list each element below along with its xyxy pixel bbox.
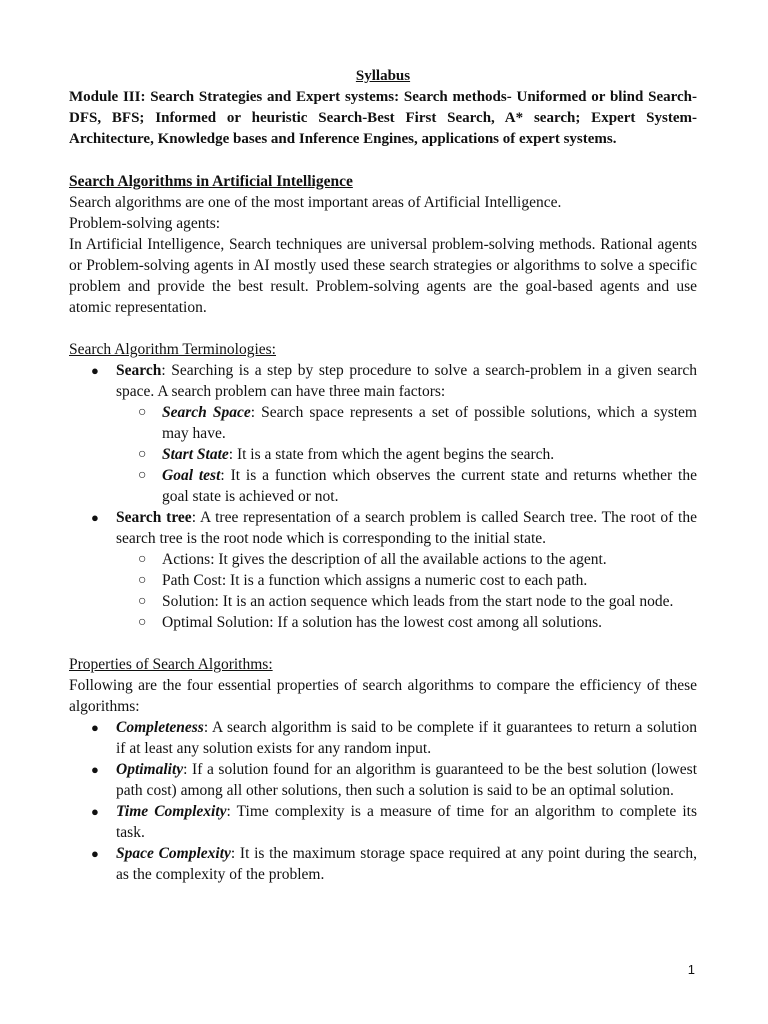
list-item	[69, 612, 697, 633]
list-item	[69, 759, 697, 801]
bullet-icon: ●	[91, 363, 99, 378]
bullet-icon: ●	[91, 846, 99, 861]
module-description: Module III: Search Strategies and Expert systems: Search methods- Uniformed or blind Search-DFS, BFS; Informed or heuristic Search-Best First Search, A* search; Expert System- Architecture, Knowledge bases and Inference Engines, applications of expert systems.	[69, 89, 697, 147]
term-definition: : If a solution found for an algorithm is guaranteed to be the best solution (lowest path cost) among all other solutions, then such a solution is said to be an optimal solution.	[116, 761, 697, 799]
bullet-icon: ●	[91, 720, 99, 735]
list-item	[69, 843, 697, 885]
term-label: Goal test	[162, 467, 221, 484]
term-label: Space Complexity	[116, 845, 231, 862]
bullet-circle-icon: ○	[138, 594, 147, 609]
terminology-list	[69, 360, 697, 633]
list-item	[69, 465, 697, 507]
term-definition: : It is the maximum storage space required at any point during the search, as the complexity of the problem.	[116, 845, 698, 883]
list-item	[69, 570, 697, 591]
term-label: Search	[116, 362, 162, 379]
page-number: 1	[687, 962, 695, 977]
section-heading-search-algorithms: Search Algorithms in Artificial Intelligence	[69, 173, 353, 190]
term-label: Start State	[162, 446, 229, 463]
list-item	[69, 801, 697, 843]
bullet-icon: ●	[91, 762, 99, 777]
spacer	[69, 633, 697, 654]
list-item	[69, 717, 697, 759]
bullet-icon: ●	[91, 510, 99, 525]
bullet-circle-icon: ○	[138, 405, 147, 420]
spacer	[69, 150, 697, 171]
properties-intro: Following are the four essential properties of search algorithms to compare the efficiency of these algorithms:	[69, 677, 697, 715]
term-label: Optimality	[116, 761, 184, 778]
spacer	[69, 318, 697, 339]
list-item	[69, 591, 697, 612]
term-definition: : A tree representation of a search problem is called Search tree. The root of the search tree is the root node which is corresponding to the initial state.	[116, 509, 697, 547]
list-item-text: Optimal Solution: If a solution has the lowest cost among all solutions.	[162, 614, 602, 631]
list-item-text: Actions: It gives the description of all the available actions to the agent.	[162, 551, 607, 568]
intro-paragraph: Search algorithms are one of the most important areas of Artificial Intelligence.	[69, 194, 562, 211]
list-item-text: Path Cost: It is a function which assigns a numeric cost to each path.	[162, 572, 588, 589]
term-label: Completeness	[116, 719, 204, 736]
term-definition: : Searching is a step by step procedure to solve a search-problem in a given search space. A search problem can have three main factors:	[116, 362, 697, 400]
term-definition: : Search space represents a set of possible solutions, which a system may have.	[162, 404, 697, 442]
list-item	[69, 549, 697, 570]
bullet-circle-icon: ○	[138, 468, 147, 483]
bullet-icon: ●	[91, 804, 99, 819]
list-item	[69, 507, 697, 549]
bullet-circle-icon: ○	[138, 615, 147, 630]
term-definition: : It is a state from which the agent begins the search.	[228, 446, 555, 463]
subheading-problem-solving-agents: Problem-solving agents:	[69, 215, 221, 232]
bullet-circle-icon: ○	[138, 552, 147, 567]
bullet-circle-icon: ○	[138, 573, 147, 588]
list-item	[69, 360, 697, 402]
list-item	[69, 444, 697, 465]
term-label: Search tree	[116, 509, 192, 526]
term-definition: : Time complexity is a measure of time for an algorithm to complete its task.	[116, 803, 697, 841]
term-label: Time Complexity	[116, 803, 227, 820]
list-item	[69, 402, 697, 444]
list-item-text: Solution: It is an action sequence which leads from the start node to the goal node.	[162, 593, 674, 610]
page-title: Syllabus	[355, 68, 411, 84]
term-definition: : It is a function which observes the current state and returns whether the goal state is achieved or not.	[162, 467, 697, 505]
properties-list	[69, 717, 697, 885]
term-label: Search Space	[162, 404, 251, 421]
term-definition: : A search algorithm is said to be complete if it guarantees to return a solution if at least any solution exists for any random input.	[116, 719, 697, 757]
section-heading-properties: Properties of Search Algorithms:	[69, 656, 273, 673]
section-heading-terminologies: Search Algorithm Terminologies:	[69, 341, 276, 358]
problem-solving-paragraph: In Artificial Intelligence, Search techniques are universal problem-solving methods. Rational agents or Problem-solving agents in AI mostly used these search strategies or algorithms to solve a specific problem and provide the best result. Problem-solving agents are the goal-based agents and use atomic representation.	[69, 236, 697, 316]
bullet-circle-icon: ○	[138, 447, 147, 462]
